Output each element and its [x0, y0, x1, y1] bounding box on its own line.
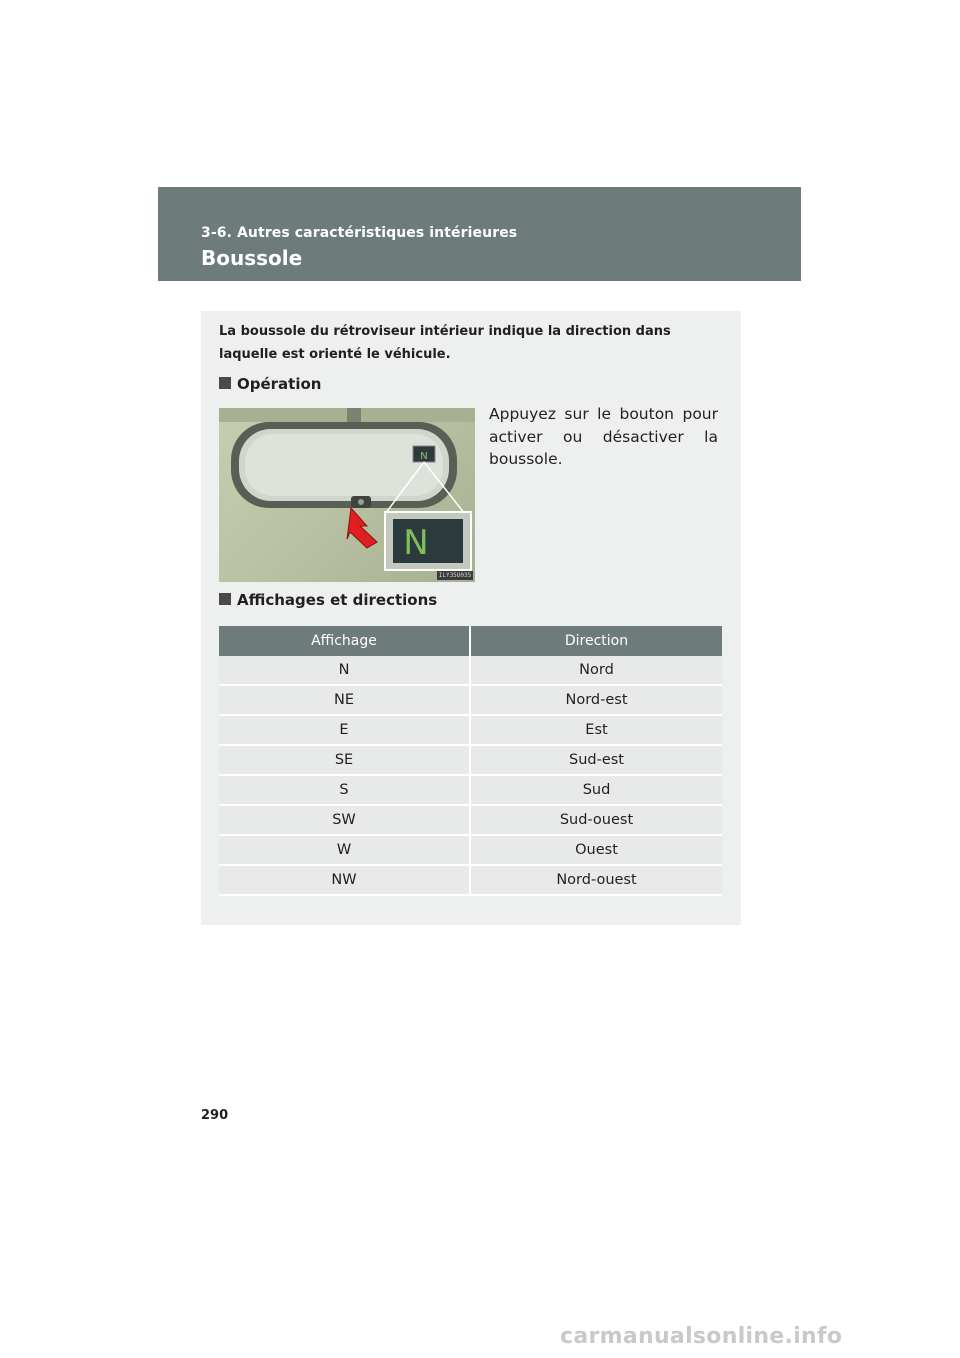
display-cell: NE [219, 686, 471, 716]
display-cell: E [219, 716, 471, 746]
intro-text: La boussole du rétroviseur intérieur indique la direction dans laquelle est orienté le véhicule. [219, 324, 671, 362]
column-header: Direction [471, 626, 722, 656]
table-header-row [219, 626, 722, 656]
table-row [219, 686, 722, 716]
direction-cell: Ouest [471, 836, 722, 866]
svg-text:N: N [403, 523, 429, 563]
display-cell: NW [219, 866, 471, 896]
display-cell: SE [219, 746, 471, 776]
svg-text:N: N [420, 451, 428, 462]
mirror-illustration [219, 408, 475, 582]
directions-table [219, 626, 722, 896]
bullet-square-icon [219, 377, 231, 389]
section-label: 3-6. Autres caractéristiques intérieures [201, 225, 518, 241]
bullet-square-icon [219, 593, 231, 605]
figure-code: ILY35U035 [438, 572, 472, 579]
table-row [219, 836, 722, 866]
display-cell: SW [219, 806, 471, 836]
table-row [219, 746, 722, 776]
table-row [219, 806, 722, 836]
direction-cell: Sud-est [471, 746, 722, 776]
mirror-drawing [219, 408, 475, 582]
operation-heading: Opération [219, 375, 321, 393]
page-title: Boussole [201, 246, 303, 270]
direction-cell: Nord-est [471, 686, 722, 716]
column-header: Affichage [219, 626, 471, 656]
direction-cell: Nord [471, 656, 722, 686]
page-number: 290 [201, 1108, 229, 1123]
display-cell: N [219, 656, 471, 686]
direction-cell: Sud-ouest [471, 806, 722, 836]
operation-text: Appuyez sur le bouton pour activer ou désactiver la boussole. [489, 405, 718, 468]
watermark-text[interactable]: carmanualsonline.info [560, 1324, 843, 1349]
table-row [219, 716, 722, 746]
content-panel [201, 311, 741, 925]
directions-heading: Affichages et directions [219, 591, 437, 609]
table-row [219, 656, 722, 686]
table-row [219, 866, 722, 896]
direction-cell: Nord-ouest [471, 866, 722, 896]
display-cell: S [219, 776, 471, 806]
table-row [219, 776, 722, 806]
chapter-header [158, 187, 801, 281]
display-cell: W [219, 836, 471, 866]
direction-cell: Sud [471, 776, 722, 806]
direction-cell: Est [471, 716, 722, 746]
